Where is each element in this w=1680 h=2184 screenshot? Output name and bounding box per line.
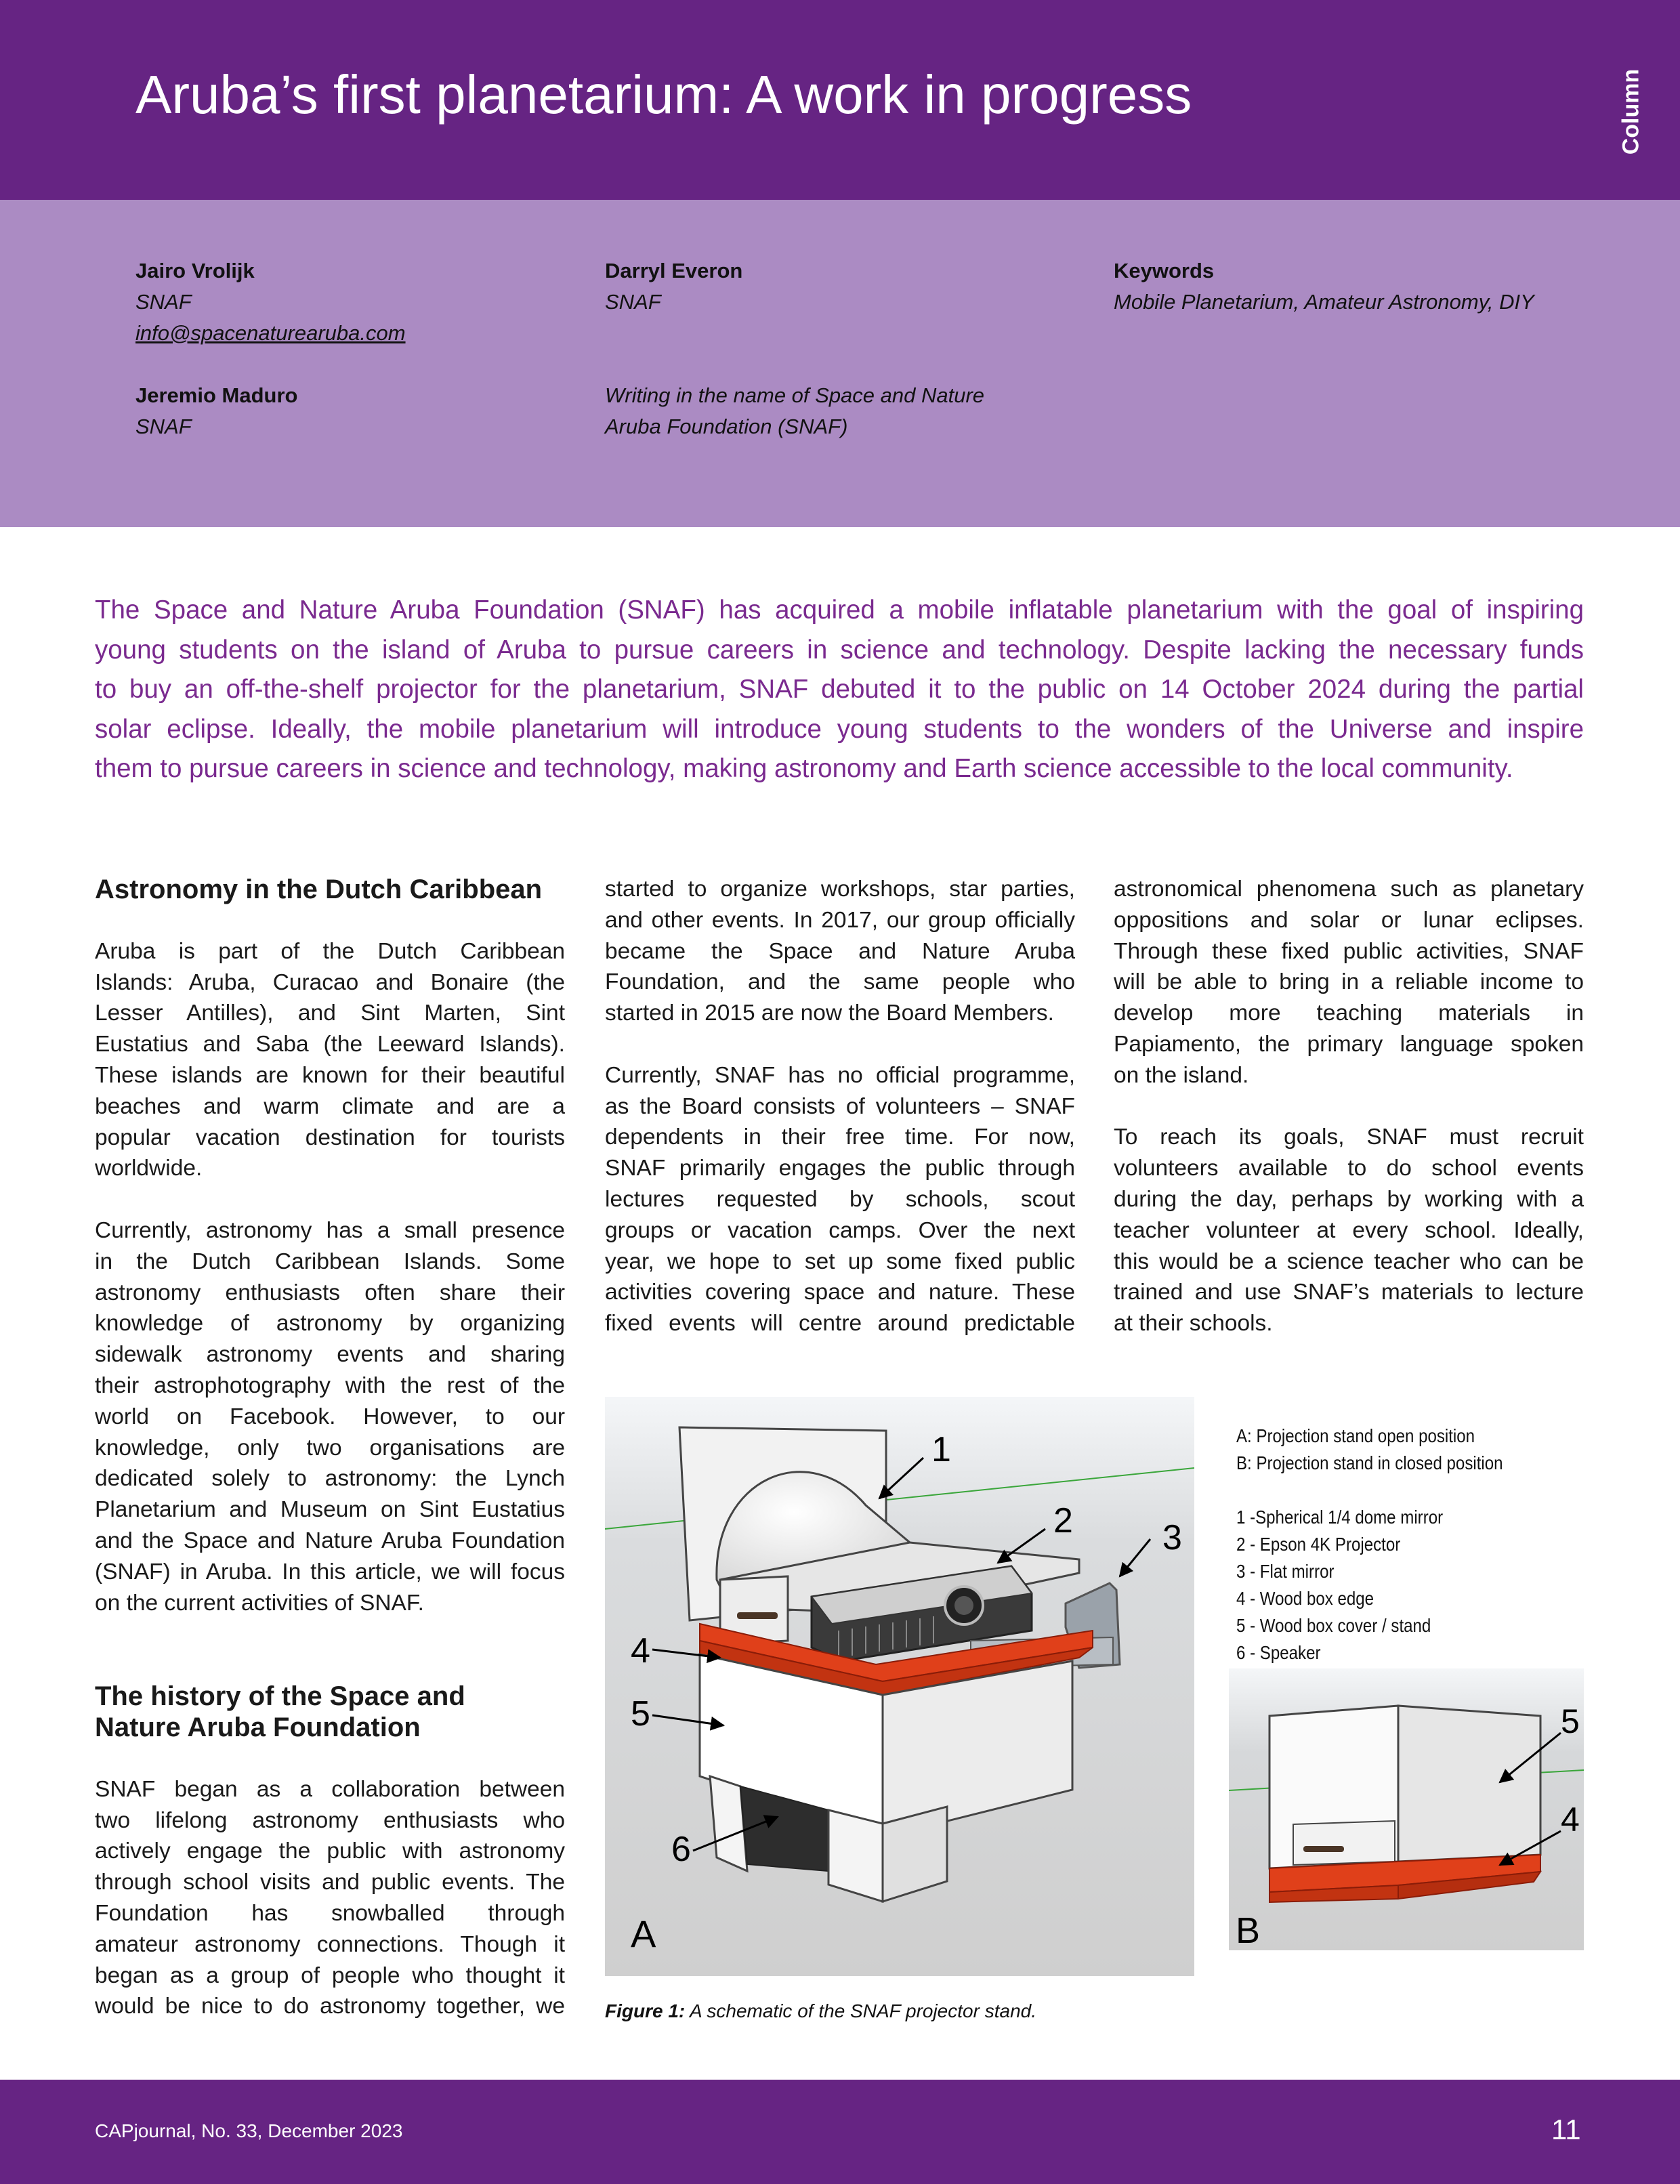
figure-a-schematic: [605, 1397, 1194, 1976]
text-line: amateur astronomy connections. Though it: [95, 1931, 565, 1957]
text-line: in the Dutch Caribbean Islands. Some: [95, 1248, 565, 1274]
text-line: trained and use SNAF’s materials to lecture: [1114, 1280, 1584, 1305]
text-line: sidewalk astronomy events and sharing: [95, 1342, 565, 1368]
author-affiliation: SNAF: [135, 415, 192, 438]
header-band: [0, 0, 1680, 200]
text-line: teacher volunteer at every school. Ideally,: [1114, 1217, 1584, 1243]
text-line: lectures requested by schools, scout: [605, 1186, 1075, 1212]
figure-b-schematic: [1229, 1668, 1584, 1950]
section-heading: Astronomy in the Dutch Caribbean: [95, 875, 543, 904]
legend-line: 3 - Flat mirror: [1236, 1561, 1335, 1582]
legend-line: A: Projection stand open position: [1236, 1425, 1475, 1446]
text-line: astronomy enthusiasts often share their: [95, 1280, 565, 1305]
text-line: actively engage the public with astronomy: [95, 1839, 565, 1864]
text-line: Islands: Aruba, Curacao and Bonaire (the: [95, 969, 565, 995]
text-line: this would be a science teacher who can be: [1114, 1248, 1584, 1274]
legend-line: 5 - Wood box cover / stand: [1236, 1615, 1431, 1636]
text-line: SNAF began as a collaboration between: [95, 1776, 565, 1802]
text-line: dedicated solely to astronomy: the Lynch: [95, 1466, 565, 1492]
text-line: SNAF primarily engages the public through: [605, 1156, 1075, 1181]
text-line: Lesser Antilles), and Sint Marten, Sint: [95, 1001, 565, 1026]
text-line: as the Board consists of volunteers – SNAF: [605, 1093, 1075, 1119]
text-line: volunteers available to do school events: [1114, 1156, 1584, 1181]
text-line: dependents in their free time. For now,: [605, 1125, 1075, 1150]
callout-5: 5: [631, 1694, 650, 1734]
paragraph: [95, 936, 565, 1184]
author-note: [605, 380, 984, 442]
callout-4: 4: [1561, 1801, 1580, 1839]
keywords-block: [1114, 255, 1534, 318]
author-3: [135, 380, 297, 442]
callout-6: 6: [671, 1830, 691, 1869]
panel-label-b: B: [1236, 1910, 1261, 1950]
section-heading: [95, 1681, 565, 1743]
authors-panel: [0, 200, 1680, 527]
figure-caption: [605, 2000, 1036, 2022]
paragraph: [605, 1060, 1075, 1339]
abstract: [95, 591, 1584, 789]
page-number: 11: [1551, 2114, 1581, 2145]
text-line: These islands are known for their beautiful: [95, 1062, 565, 1088]
abstract-line: young students on the island of Aruba to pursue careers in science and technology. Despite lacking the necessary funds: [95, 635, 1584, 665]
paragraph: [95, 1774, 565, 2022]
text-line: on the island.: [1114, 1062, 1249, 1088]
text-line: began as a group of people who thought it: [95, 1962, 565, 1988]
text-line: at their schools.: [1114, 1311, 1273, 1337]
figure-legend: [1236, 1423, 1503, 1666]
panel-label-a: A: [631, 1912, 656, 1955]
text-line: started in 2015 are now the Board Members.: [605, 1001, 1054, 1026]
text-line: astronomical phenomena such as planetary: [1114, 877, 1584, 902]
paragraph: [1114, 874, 1584, 1091]
abstract-line: to buy an off-the-shelf projector for the planetarium, SNAF debuted it to the public on 14 October 2024 during the partial: [95, 675, 1584, 704]
legend-line: B: Projection stand in closed position: [1236, 1452, 1503, 1473]
paragraph: [605, 874, 1075, 1029]
text-line: Foundation, and the same people who: [605, 969, 1075, 995]
text-line: beaches and warm climate and are a: [95, 1093, 565, 1119]
callout-2: 2: [1053, 1501, 1073, 1540]
text-line: To reach its goals, SNAF must recruit: [1114, 1125, 1584, 1150]
text-line: year, we hope to set up some fixed public: [605, 1248, 1075, 1274]
text-line: (SNAF) in Aruba. In this article, we will focus: [95, 1559, 565, 1584]
text-line: and other events. In 2017, our group officially: [605, 907, 1075, 933]
text-line: through school visits and public events. The: [95, 1870, 565, 1895]
caption-text: A schematic of the SNAF projector stand.: [685, 2000, 1036, 2021]
section-label: Column: [1618, 68, 1644, 155]
text-line: worldwide.: [95, 1156, 203, 1181]
text-line: fixed events will centre around predictable: [605, 1311, 1075, 1337]
callout-1: 1: [931, 1430, 951, 1469]
author-name: Jeremio Maduro: [135, 383, 298, 407]
keywords-list: Mobile Planetarium, Amateur Astronomy, DIY: [1114, 290, 1534, 314]
legend-line: 4 - Wood box edge: [1236, 1588, 1374, 1609]
text-line: two lifelong astronomy enthusiasts who: [95, 1807, 565, 1833]
legend-line: 2 - Epson 4K Projector: [1236, 1534, 1401, 1555]
text-line: started to organize workshops, star parties,: [605, 877, 1075, 902]
legend-line: 6 - Speaker: [1236, 1642, 1321, 1663]
text-line: Currently, astronomy has a small presence: [95, 1217, 565, 1243]
keywords-label: Keywords: [1114, 259, 1215, 282]
callout-3: 3: [1162, 1518, 1182, 1557]
text-line: Papiamento, the primary language spoken: [1114, 1031, 1584, 1057]
callout-4: 4: [631, 1631, 650, 1671]
author-2: [605, 255, 742, 318]
text-line: Planetarium and Museum on Sint Eustatius: [95, 1497, 565, 1523]
text-line: on the current activities of SNAF.: [95, 1590, 424, 1616]
text-line: during the day, perhaps by working with a: [1114, 1186, 1584, 1212]
author-email-link[interactable]: info@spacenaturearuba.com: [135, 321, 406, 345]
abstract-line: The Space and Nature Aruba Foundation (SNAF) has acquired a mobile inflatable planetarium with the goal of inspiring: [95, 595, 1584, 625]
text-line: will be able to bring in a reliable income to: [1114, 969, 1584, 995]
callout-5: 5: [1561, 1702, 1580, 1740]
text-line: Eustatius and Saba (the Leeward Islands).: [95, 1032, 565, 1057]
heading-line: The history of the Space and: [95, 1681, 465, 1711]
journal-name: CAPjournal, No. 33, December 2023: [95, 2120, 403, 2141]
column-3: [1114, 874, 1584, 1339]
text-line: Through these fixed public activities, SNAF: [1114, 938, 1584, 964]
text-line: activities covering space and nature. These: [605, 1280, 1075, 1305]
text-line: Foundation has snowballed through: [95, 1900, 565, 1926]
text-line: Aruba is part of the Dutch Caribbean: [95, 938, 565, 964]
author-affiliation: SNAF: [605, 290, 661, 314]
text-line: knowledge, only two organisations are: [95, 1435, 565, 1461]
abstract-line: them to pursue careers in science and technology, making astronomy and Earth science accessible to the local community.: [95, 754, 1513, 783]
text-line: their astrophotography with the rest of the: [95, 1372, 565, 1398]
text-line: popular vacation destination for tourists: [95, 1125, 565, 1150]
column-1: [95, 874, 565, 2022]
text-line: knowledge of astronomy by organizing: [95, 1311, 565, 1337]
text-line: would be nice to do astronomy together, we: [95, 1994, 565, 2019]
text-line: develop more teaching materials in: [1114, 1001, 1584, 1026]
text-line: Currently, SNAF has no official programme,: [605, 1062, 1075, 1088]
author-affiliation: SNAF: [135, 290, 192, 314]
paragraph: [1114, 1122, 1584, 1339]
author-name: Darryl Everon: [605, 259, 743, 282]
section-tag: [1611, 61, 1652, 163]
text-line: oppositions and solar or lunar eclipses.: [1114, 907, 1584, 933]
text-line: became the Space and Nature Aruba: [605, 938, 1075, 964]
legend-line: [1236, 1477, 1503, 1504]
author-name: Jairo Vrolijk: [135, 259, 255, 282]
caption-label: Figure 1:: [605, 2000, 686, 2021]
abstract-line: solar eclipse. Ideally, the mobile planetarium will introduce young students to the wonders of the Universe and inspire: [95, 714, 1584, 744]
note-line: Writing in the name of Space and Nature: [605, 383, 985, 407]
legend-line: 1 -Spherical 1/4 dome mirror: [1236, 1507, 1444, 1528]
article-title: Aruba’s first planetarium: A work in progress: [135, 64, 1192, 125]
author-1: [135, 255, 406, 349]
note-line: Aruba Foundation (SNAF): [605, 415, 848, 438]
text-line: and the Space and Nature Aruba Foundation: [95, 1528, 565, 1553]
column-2: [605, 874, 1075, 1339]
text-line: world on Facebook. However, to our: [95, 1404, 565, 1429]
heading-line: Nature Aruba Foundation: [95, 1712, 421, 1742]
paragraph: [95, 1215, 565, 1618]
text-line: groups or vacation camps. Over the next: [605, 1217, 1075, 1243]
